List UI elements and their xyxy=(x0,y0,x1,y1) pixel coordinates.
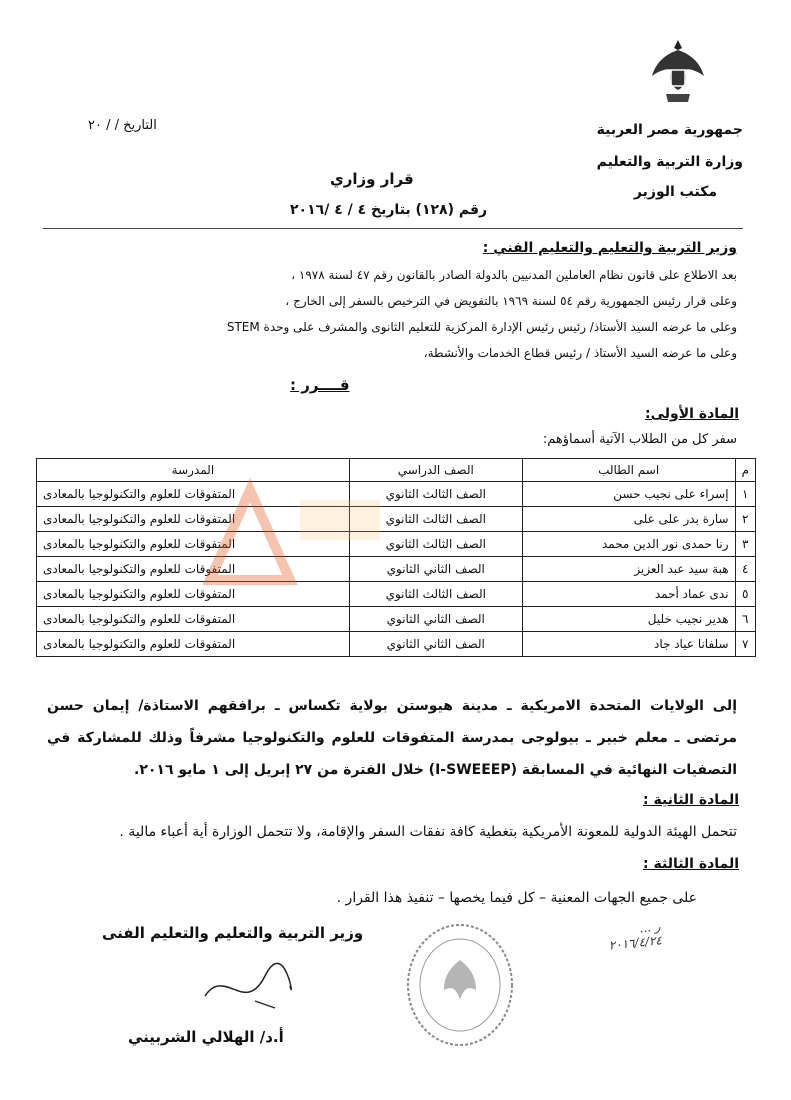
article-2-heading: المادة الثانية : xyxy=(643,792,739,808)
decided-heading: قــــرر : xyxy=(290,376,350,394)
date-label: التاريخ / / ٢٠ xyxy=(88,118,157,133)
header-divider xyxy=(43,228,743,229)
decree-number: رقم (١٢٨) بتاريخ ٤ / ٤ /٢٠١٦ xyxy=(290,202,488,218)
office-name: مكتب الوزير xyxy=(633,184,717,200)
watermark-logo-icon xyxy=(190,470,390,590)
article-1-heading: المادة الأولى: xyxy=(645,406,739,422)
signature-title: وزير التربية والتعليم والتعليم الفنى xyxy=(102,924,364,942)
decree-title: قرار وزاري xyxy=(330,170,414,188)
student-school: المتفوقات للعلوم والتكنولوجيا بالمعادى xyxy=(37,582,350,607)
handwritten-line: ر ... xyxy=(638,919,662,936)
row-number: ٢ xyxy=(735,507,755,532)
preamble-line: وعلى قرار رئيس الجمهورية رقم ٥٤ لسنة ١٩٦٩ بالتفويض في الترخيص بالسفر إلى الخارج ، xyxy=(285,294,737,308)
article-2-body: تتحمل الهيئة الدولية للمعونة الأمريكية بتغطية كافة نفقات السفر والإقامة، ولا تتحمل الوزارة أية أعباء مالية . xyxy=(119,824,737,840)
preamble-line: وعلى ما عرضه السيد الأستاذ / رئيس قطاع الخدمات والأنشطة، xyxy=(423,346,737,360)
preamble-line: وعلى ما عرضه السيد الأستاذ/ رئيس رئيس الإدارة المركزية للتعليم الثانوى والمشرف على وحدة STEM xyxy=(226,320,737,334)
table-row xyxy=(37,582,756,607)
col-header-school: المدرسة xyxy=(37,459,350,482)
handwritten-date: ٢٠١٦/٤/٢٤ xyxy=(608,933,663,953)
student-school: المتفوقات للعلوم والتكنولوجيا بالمعادى xyxy=(37,532,350,557)
student-grade: الصف الثالث الثانوي xyxy=(349,582,522,607)
article-1-body: إلى الولايات المتحدة الامريكية ـ مدينة هيوستن بولاية تكساس ـ برافقهم الاستاذة/ إيمان حسن مرتضى ـ معلم خبير ـ بيولوجى بمدرسة المتفوقات للعلوم والتكنولوجيا مشرفاً وذلك للمشاركة في التصفيات النهائية في المسابقة (I-SWEEEP) خلال الفترة من ٢٧ إبريل إلى ١ مايو ٢٠١٦. xyxy=(47,698,737,778)
minister-heading: وزير التربية والتعليم والتعليم الفني : xyxy=(482,240,737,256)
student-name: هبة سيد عبد العزيز xyxy=(522,557,735,582)
preamble-line: بعد الاطلاع على قانون نظام العاملين المدنيين بالدولة الصادر بالقانون رقم ٤٧ لسنة ١٩٧٨ ، xyxy=(291,268,737,282)
table-header-row xyxy=(37,459,756,482)
article-3-body: على جميع الجهات المعنية – كل فيما يخصها – تنفيذ هذا القرار . xyxy=(336,890,697,906)
student-name: هدير نجيب خليل xyxy=(522,607,735,632)
handwritten-note xyxy=(607,919,663,952)
student-name: إسراء على نجيب حسن xyxy=(522,482,735,507)
students-table xyxy=(36,458,756,657)
student-grade: الصف الثالث الثانوي xyxy=(349,532,522,557)
student-grade: الصف الثاني الثانوي xyxy=(349,607,522,632)
student-school: المتفوقات للعلوم والتكنولوجيا بالمعادى xyxy=(37,557,350,582)
signature-scribble-icon xyxy=(195,956,305,1026)
row-number: ١ xyxy=(735,482,755,507)
article-1-intro: سفر كل من الطلاب الآتية أسماؤهم: xyxy=(542,432,737,447)
official-stamp-icon xyxy=(400,920,520,1050)
article-3-heading: المادة الثالثة : xyxy=(643,856,739,872)
row-number: ٦ xyxy=(735,607,755,632)
row-number: ٧ xyxy=(735,632,755,657)
table-row xyxy=(37,507,756,532)
student-grade: الصف الثالث الثانوي xyxy=(349,482,522,507)
student-name: سارة بدر على على xyxy=(522,507,735,532)
table-row xyxy=(37,632,756,657)
student-grade: الصف الثالث الثانوي xyxy=(349,507,522,532)
table-row xyxy=(37,607,756,632)
country-name: جمهورية مصر العربية xyxy=(596,122,743,138)
table-row xyxy=(37,482,756,507)
student-school: المتفوقات للعلوم والتكنولوجيا بالمعادى xyxy=(37,607,350,632)
signature-name: أ.د/ الهلالي الشربيني xyxy=(128,1028,284,1046)
ministry-name: وزارة التربية والتعليم xyxy=(596,154,743,170)
row-number: ٤ xyxy=(735,557,755,582)
row-number: ٣ xyxy=(735,532,755,557)
row-number: ٥ xyxy=(735,582,755,607)
student-name: سلفانا عياد جاد xyxy=(522,632,735,657)
col-header-grade: الصف الدراسي xyxy=(349,459,522,482)
student-name: ندى عماد أحمد xyxy=(522,582,735,607)
table-row xyxy=(37,557,756,582)
student-grade: الصف الثاني الثانوي xyxy=(349,632,522,657)
table-row xyxy=(37,532,756,557)
student-school: المتفوقات للعلوم والتكنولوجيا بالمعادى xyxy=(37,507,350,532)
eagle-emblem-icon xyxy=(648,36,708,108)
col-header-number: م xyxy=(735,459,755,482)
student-school: المتفوقات للعلوم والتكنولوجيا بالمعادى xyxy=(37,482,350,507)
student-school: المتفوقات للعلوم والتكنولوجيا بالمعادى xyxy=(37,632,350,657)
col-header-student-name: اسم الطالب xyxy=(522,459,735,482)
student-name: رنا حمدى نور الدين محمد xyxy=(522,532,735,557)
student-grade: الصف الثاني الثانوي xyxy=(349,557,522,582)
